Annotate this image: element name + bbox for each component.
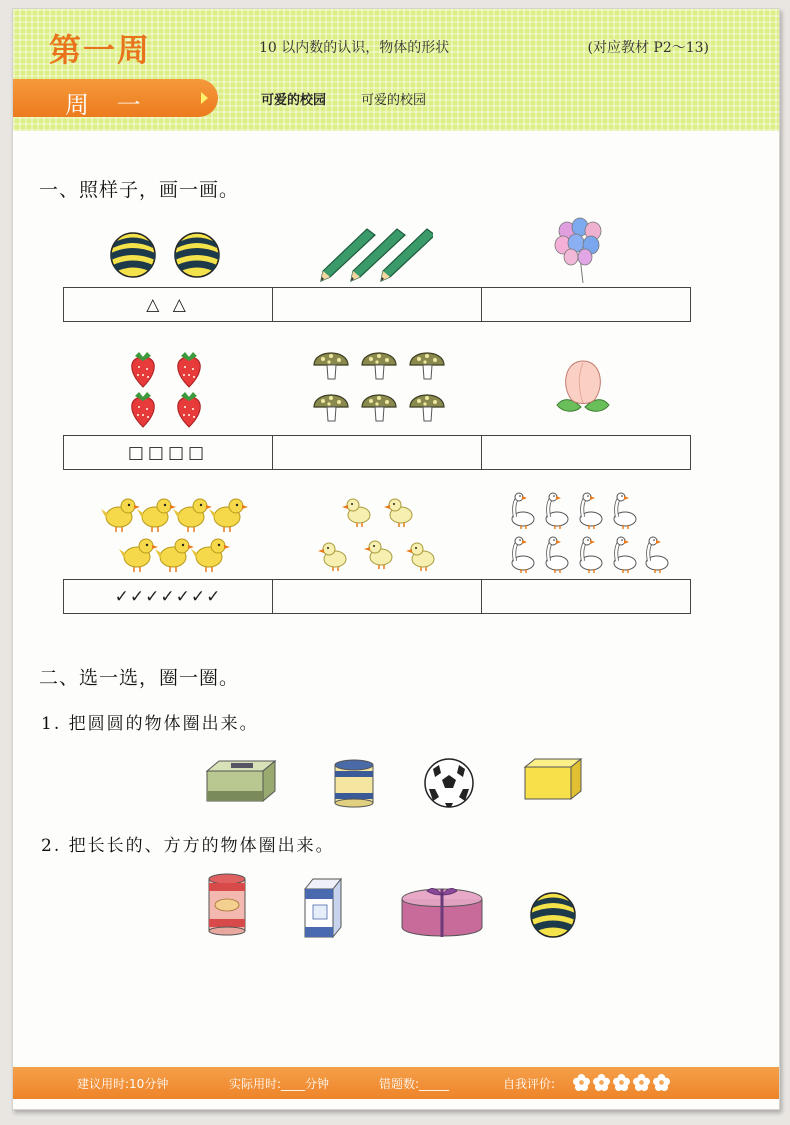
answer-cell-peach[interactable] bbox=[482, 436, 690, 469]
answer-cell-example: □□□□ bbox=[64, 436, 273, 469]
flower-icon[interactable] bbox=[653, 1074, 670, 1091]
answer-cell-geese[interactable] bbox=[482, 580, 690, 613]
flower-icon[interactable] bbox=[573, 1074, 590, 1091]
answer-cell-example: ✓✓✓✓✓✓✓ bbox=[64, 580, 273, 613]
yellow-box-picture[interactable] bbox=[521, 755, 585, 805]
self-evaluation-flowers[interactable] bbox=[573, 1074, 670, 1091]
striped-ball-picture[interactable] bbox=[527, 889, 579, 941]
tissue-box-picture[interactable] bbox=[203, 757, 279, 807]
week-title: 第一周 bbox=[49, 31, 152, 69]
answer-row-3 bbox=[63, 579, 691, 614]
textbook-reference: (对应教材 P2～13) bbox=[587, 40, 709, 56]
section2-title: 二、选一选，圈一圈。 bbox=[39, 667, 240, 689]
bread-can-picture[interactable] bbox=[205, 871, 249, 937]
worksheet-page bbox=[12, 8, 780, 1110]
lesson-title: 可爱的校园 bbox=[261, 93, 327, 108]
suggested-time: 建议用时:10分钟 bbox=[77, 1077, 169, 1091]
ball-icon bbox=[175, 233, 219, 277]
answer-cell-example: △ △ bbox=[64, 288, 273, 321]
flower-icon[interactable] bbox=[593, 1074, 610, 1091]
balloons-picture bbox=[549, 217, 611, 287]
actual-time: 实际用时:____分钟 bbox=[229, 1077, 330, 1091]
question-1: 1. 把圆圆的物体圈出来。 bbox=[41, 714, 259, 734]
section1-title: 一、照样子，画一画。 bbox=[39, 179, 240, 201]
topic-text: 10 以内数的认识，物体的形状 bbox=[259, 40, 450, 56]
answer-cell-mushrooms[interactable] bbox=[273, 436, 482, 469]
ducklings-picture bbox=[313, 489, 443, 579]
strawberries-picture bbox=[121, 349, 211, 433]
peach-picture bbox=[551, 355, 615, 417]
ball-icon bbox=[531, 893, 575, 937]
chicks-picture bbox=[99, 489, 259, 579]
answer-cell-pencils[interactable] bbox=[273, 288, 482, 321]
day-tab bbox=[13, 79, 218, 117]
milk-carton-picture[interactable] bbox=[301, 875, 347, 941]
lesson-subtitle: 可爱的校园 bbox=[361, 93, 427, 108]
flower-icon[interactable] bbox=[613, 1074, 630, 1091]
question-2: 2. 把长长的、方方的物体圈出来。 bbox=[41, 836, 335, 856]
arrow-right-icon bbox=[201, 92, 208, 104]
answer-row-1 bbox=[63, 287, 691, 322]
mushrooms-picture bbox=[309, 343, 449, 433]
gift-box-picture[interactable] bbox=[397, 885, 487, 939]
ball-icon bbox=[111, 233, 155, 277]
day-label: 周 一 bbox=[65, 91, 151, 119]
flower-icon[interactable] bbox=[633, 1074, 650, 1091]
answer-row-2 bbox=[63, 435, 691, 470]
page-header bbox=[13, 9, 779, 131]
soccer-ball-picture[interactable] bbox=[421, 755, 477, 811]
self-evaluation-label: 自我评价: bbox=[503, 1077, 556, 1091]
geese-picture bbox=[501, 487, 671, 579]
error-count: 错题数:_____ bbox=[379, 1077, 450, 1091]
striped-balls-picture bbox=[103, 227, 233, 283]
page-footer bbox=[13, 1067, 779, 1099]
answer-cell-balloons[interactable] bbox=[482, 288, 690, 321]
answer-cell-ducklings[interactable] bbox=[273, 580, 482, 613]
can-picture[interactable] bbox=[331, 757, 377, 809]
pencils-picture bbox=[313, 219, 433, 285]
